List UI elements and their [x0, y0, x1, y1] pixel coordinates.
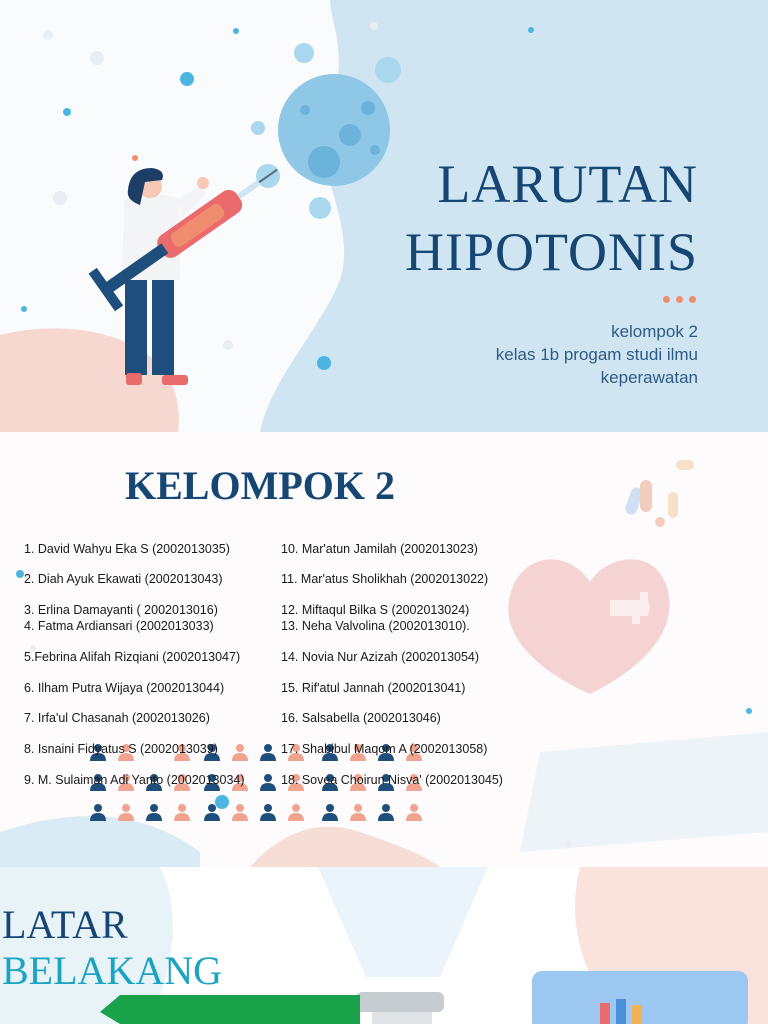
subtitle-line-2: kelas 1b progam studi ilmu	[495, 345, 698, 364]
background-title-line-2: BELAKANG	[2, 948, 222, 993]
member-item: 8. Isnaini Fidyatus S (2002013039)	[24, 742, 218, 756]
slide-title	[0, 0, 768, 432]
member-item: 12. Miftaqul Bilka S (2002013024)	[281, 603, 470, 617]
member-item: 14. Novia Nur Azizah (2002013054)	[281, 650, 480, 664]
slide-subtitle	[496, 320, 698, 389]
person-icon	[90, 804, 106, 821]
subtitle-line-3: keperawatan	[600, 368, 698, 387]
member-item: 7. Irfa'ul Chasanah (2002013026)	[24, 711, 210, 725]
member-item: 4. Fatma Ardiansari (2002013033)	[24, 619, 214, 633]
member-item: 17. Shabibul Maqom A (2002013058)	[281, 742, 488, 756]
slide-background	[0, 867, 768, 1024]
subtitle-line-1: kelompok 2	[611, 322, 698, 341]
person-icon	[322, 804, 338, 821]
accent-dots	[663, 296, 696, 303]
member-item: 6. Ilham Putra Wijaya (2002013044)	[24, 681, 225, 695]
member-item: 13. Neha Valvolina (2002013010).	[281, 619, 470, 633]
person-icon	[260, 774, 276, 791]
person-icon	[174, 804, 190, 821]
person-icon	[232, 744, 248, 761]
background-title-line-1: LATAR	[2, 902, 128, 947]
member-item: 5.Febrina Alifah Rizqiani (2002013047)	[24, 650, 241, 664]
person-icon	[288, 804, 304, 821]
person-icon	[118, 804, 134, 821]
member-item: 9. M. Sulaiman Adi Yanto (2002013034)	[24, 773, 245, 787]
lab-image	[532, 971, 748, 1024]
slide-members	[0, 432, 768, 867]
title-line-2: HIPOTONIS	[404, 222, 698, 282]
virus-icon	[278, 74, 390, 186]
members-title: KELOMPOK 2	[125, 463, 395, 508]
slide-title-heading	[405, 150, 698, 286]
member-item: 10. Mar'atun Jamilah (2002013023)	[281, 542, 478, 556]
person-icon	[146, 804, 162, 821]
person-icon	[260, 804, 276, 821]
heart-icon	[508, 559, 669, 694]
pills-icon	[624, 460, 694, 527]
member-item: 2. Diah Ayuk Ekawati (2002013043)	[24, 572, 223, 586]
title-line-1: LARUTAN	[437, 154, 698, 214]
person-icon	[260, 744, 276, 761]
member-item: 16. Salsabella (2002013046)	[281, 711, 441, 725]
person-icon	[232, 804, 248, 821]
member-item: 15. Rif'atul Jannah (2002013041)	[281, 681, 466, 695]
person-icon	[350, 804, 366, 821]
person-icon	[406, 804, 422, 821]
member-item: 18. Sovea Choirun Nisva' (2002013045)	[281, 773, 503, 787]
member-item: 11. Mar'atus Sholikhah (2002013022)	[281, 572, 489, 586]
person-icon	[378, 804, 394, 821]
member-item: 3. Erlina Damayanti ( 2002013016)	[24, 603, 218, 617]
member-item: 1. David Wahyu Eka S (2002013035)	[24, 542, 230, 556]
